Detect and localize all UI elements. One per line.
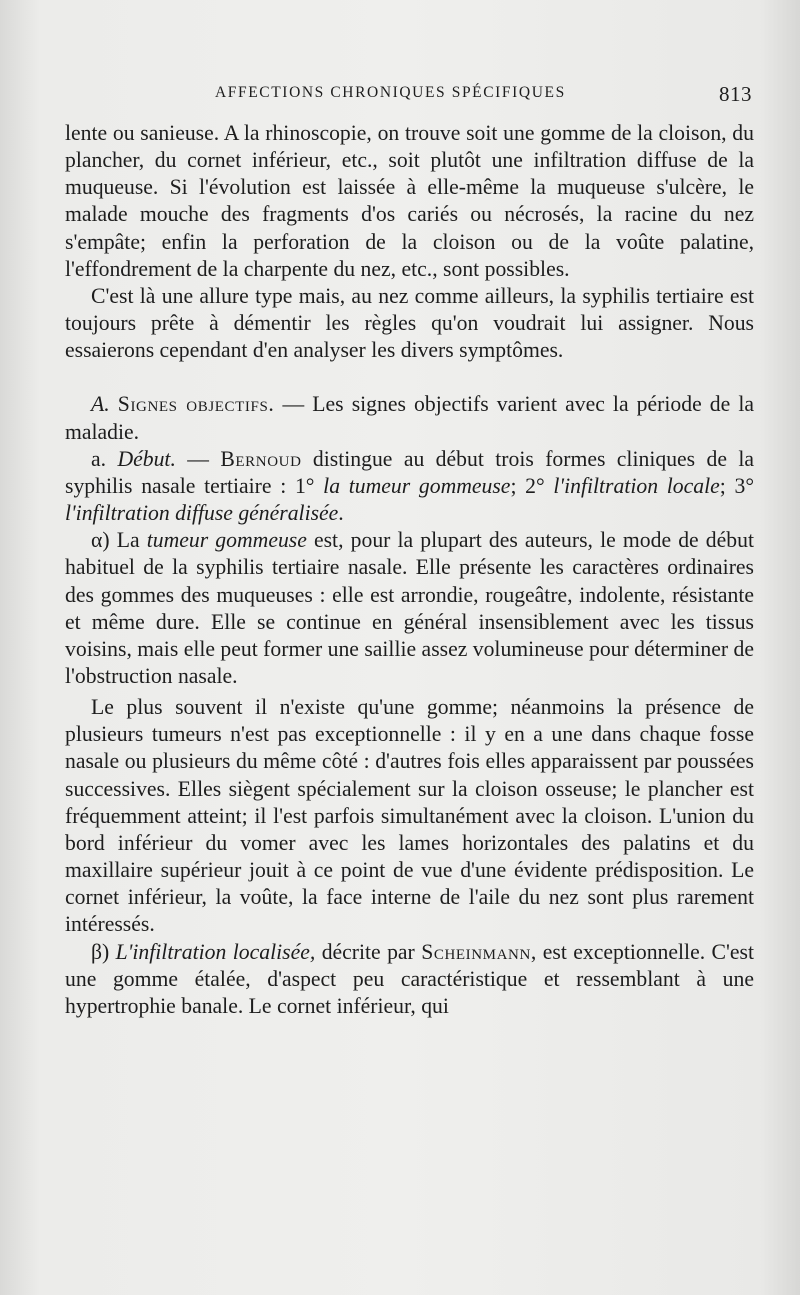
text-span: La — [109, 528, 147, 553]
section-label: A. — [91, 392, 110, 417]
dash: — — [175, 446, 221, 471]
item-label: α) — [91, 528, 110, 553]
paragraph-2: C'est là une allure type mais, au nez comme ailleurs, la syphilis tertiaire est toujours prête à démentir les règles qu'on voudrait lui assigner. Nous essaierons cependant d'en analyser les divers symptômes. — [65, 283, 754, 363]
form-3: l'infiltration diffuse généralisée — [65, 501, 339, 526]
term: tumeur gommeuse — [146, 528, 307, 553]
subsection-label: a. — [91, 446, 107, 471]
paragraph-3 — [65, 391, 754, 445]
section-heading: Signes objectifs. — [117, 392, 275, 417]
paragraph-5 — [65, 527, 754, 690]
paragraph-1: lente ou sanieuse. A la rhinoscopie, on trouve soit une gomme de la cloison, du plancher, du cornet inférieur, etc., soit plutôt une infiltration diffuse de la muqueuse. Si l'évolution est laissée à elle-même la muqueuse s'ulcère, le malade mouche des fragments d'os cariés ou nécrosés, la racine du nez s'empâte; enfin la perforation de la cloison ou de la voûte palatine, l'effondrement de la charpente du nez, etc., sont possibles. — [65, 121, 754, 281]
section-text: — Les signes objectifs varient avec la période de la maladie. — [65, 392, 755, 444]
page-number: 813 — [719, 82, 752, 106]
text-span: décrite par — [315, 939, 422, 964]
form-2: l'infiltration locale — [553, 473, 720, 498]
author-name: Scheinmann — [421, 939, 531, 964]
page-header — [215, 84, 752, 114]
item-label: β) — [91, 939, 110, 964]
page-body — [65, 120, 754, 1020]
separator: ; 2° — [510, 473, 554, 498]
paragraph-7 — [65, 939, 754, 1020]
section-gap — [65, 364, 754, 391]
text-span: distingue au début trois formes cliniques de la syphilis nasale tertiaire : 1° — [65, 446, 755, 498]
text-span: , est exceptionnelle. C'est une gomme étalée, d'aspect peu caractéristique et ressemblant à une hypertrophie banale. Le cornet inférieur, qui — [65, 939, 754, 1018]
subsection-heading: Début. — [117, 446, 176, 471]
separator: ; 3° — [719, 473, 755, 498]
form-1: la tumeur gommeuse — [323, 473, 511, 498]
paragraph-6: Le plus souvent il n'existe qu'une gomme; néanmoins la présence de plusieurs tumeurs n'est pas exceptionnelle : il y en a une dans chaque fosse nasale ou plusieurs du même côté : d'autres fois elles apparaissent par poussées successives. Elles siègent spécialement sur la cloison osseuse; le plancher est fréquemment atteint; il l'est parfois simultanément avec la cloison. L'union du bord inférieur du vomer avec les lames horizontales des palatins et du maxillaire supérieur jouit à ce point de vue d'une évidente prédisposition. Le cornet inférieur, la voûte, la face interne de l'aile du nez sont plus rarement intéressés. — [65, 695, 754, 937]
period: . — [338, 501, 344, 526]
running-head: AFFECTIONS CHRONIQUES SPÉCIFIQUES — [215, 84, 566, 101]
term: L'infiltration localisée, — [109, 939, 316, 964]
text-span: est, pour la plupart des auteurs, le mode de début habituel de la syphilis tertiaire nasale. Elle présente les caractères ordinaires des gommes des muqueuses : elle est arrondie, rougeâtre, indolente, résistante et même dure. Elle se continue en général insensiblement avec les tissus voisins, mais elle peut former une saillie assez volumineuse pour déterminer de l'obstruction nasale. — [65, 528, 754, 688]
author-name: Bernoud — [220, 446, 302, 471]
paragraph-4 — [65, 446, 754, 527]
